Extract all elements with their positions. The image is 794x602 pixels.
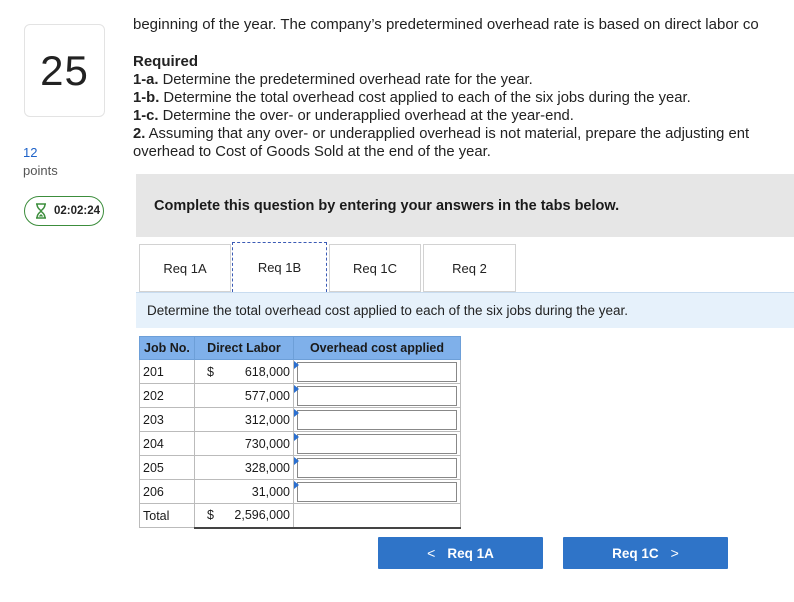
- total-label: Total: [140, 504, 195, 528]
- input-flag-icon: [294, 433, 299, 441]
- total-overhead-cell: [294, 504, 461, 528]
- table-header-row: [140, 337, 461, 360]
- direct-labor-cell: [195, 408, 294, 432]
- total-labor-cell: [195, 504, 294, 528]
- dollar-sign: $: [207, 364, 214, 379]
- question-number: 25: [40, 46, 89, 94]
- overhead-input-cell: [294, 384, 461, 408]
- total-labor-value: 2,596,000: [234, 508, 290, 523]
- overhead-input-cell: [294, 408, 461, 432]
- table-row: [140, 456, 461, 480]
- direct-labor-cell: [195, 480, 294, 504]
- header-overhead-applied: Overhead cost applied: [294, 337, 461, 360]
- job-number: 206: [140, 480, 195, 504]
- prev-req-1a-button[interactable]: [378, 537, 543, 569]
- job-number: 204: [140, 432, 195, 456]
- table-row: [140, 432, 461, 456]
- job-number: 205: [140, 456, 195, 480]
- total-row: [140, 504, 461, 528]
- job-number: 202: [140, 384, 195, 408]
- required-title: Required: [133, 53, 199, 70]
- table-row: [140, 360, 461, 384]
- header-job-no: Job No.: [140, 337, 195, 360]
- table-row: [140, 384, 461, 408]
- job-number: 203: [140, 408, 195, 432]
- direct-labor-cell: [195, 432, 294, 456]
- overhead-input-204[interactable]: [297, 434, 457, 454]
- table-row: [140, 408, 461, 432]
- direct-labor-value: 730,000: [244, 436, 290, 451]
- input-flag-icon: [294, 481, 299, 489]
- dollar-sign: $: [207, 508, 214, 523]
- tab-req-1b[interactable]: Req 1B: [232, 242, 327, 292]
- input-flag-icon: [294, 361, 299, 369]
- tab-req-1c[interactable]: Req 1C: [329, 244, 421, 292]
- direct-labor-value: 328,000: [244, 460, 290, 475]
- instruction-banner: [136, 174, 794, 237]
- input-flag-icon: [294, 457, 299, 465]
- tab-req-2[interactable]: Req 2: [423, 244, 516, 292]
- instruction-banner-text: Complete this question by entering your answers in the tabs below.: [154, 197, 620, 214]
- next-button-label: Req 1C: [612, 545, 659, 561]
- timer-text: 02:02:24: [54, 205, 101, 217]
- overhead-input-205[interactable]: [297, 458, 457, 478]
- prev-button-label: Req 1A: [447, 545, 494, 561]
- question-number-box: [24, 24, 105, 117]
- direct-labor-value: 577,000: [244, 388, 290, 403]
- next-req-1c-button[interactable]: [563, 537, 728, 569]
- chevron-left-icon: <: [427, 545, 436, 561]
- hourglass-icon: [34, 203, 48, 219]
- overhead-input-cell: [294, 432, 461, 456]
- overhead-input-cell: [294, 480, 461, 504]
- req-item-2-continued: overhead to Cost of Goods Sold at the end of the year.: [133, 144, 491, 160]
- points-label: points: [23, 163, 58, 178]
- overhead-input-201[interactable]: [297, 362, 457, 382]
- tab-req-1a[interactable]: Req 1A: [139, 244, 231, 292]
- input-flag-icon: [294, 385, 299, 393]
- overhead-input-203[interactable]: [297, 410, 457, 430]
- overhead-input-cell: [294, 360, 461, 384]
- points-value: 12: [23, 145, 38, 160]
- job-number: 201: [140, 360, 195, 384]
- overhead-input-206[interactable]: [297, 482, 457, 502]
- overhead-table: [139, 336, 461, 529]
- problem-text-top: beginning of the year. The company’s predetermined overhead rate is based on direct labor co: [133, 16, 759, 33]
- table-row: [140, 480, 461, 504]
- req-item-2: 2. Assuming that any over- or underapplied overhead is not material, prepare the adjusting ent: [133, 126, 750, 142]
- direct-labor-value: 31,000: [251, 484, 290, 499]
- chevron-right-icon: >: [670, 545, 679, 561]
- requirements-block: [133, 53, 749, 161]
- req-item-1c: 1-c. Determine the over- or underapplied overhead at the year-end.: [133, 108, 574, 124]
- direct-labor-cell: [195, 384, 294, 408]
- direct-labor-value: 312,000: [244, 412, 290, 427]
- req-item-1b: 1-b. Determine the total overhead cost applied to each of the six jobs during the year.: [133, 90, 691, 106]
- input-flag-icon: [294, 409, 299, 417]
- req-item-1a: 1-a. Determine the predetermined overhead rate for the year.: [133, 72, 533, 88]
- direct-labor-cell: [195, 360, 294, 384]
- overhead-input-202[interactable]: [297, 386, 457, 406]
- timer-badge[interactable]: [24, 196, 104, 226]
- direct-labor-value: 618,000: [244, 364, 290, 379]
- panel-instruction: Determine the total overhead cost applied to each of the six jobs during the year.: [136, 292, 794, 328]
- header-direct-labor: Direct Labor: [195, 337, 294, 360]
- overhead-input-cell: [294, 456, 461, 480]
- direct-labor-cell: [195, 456, 294, 480]
